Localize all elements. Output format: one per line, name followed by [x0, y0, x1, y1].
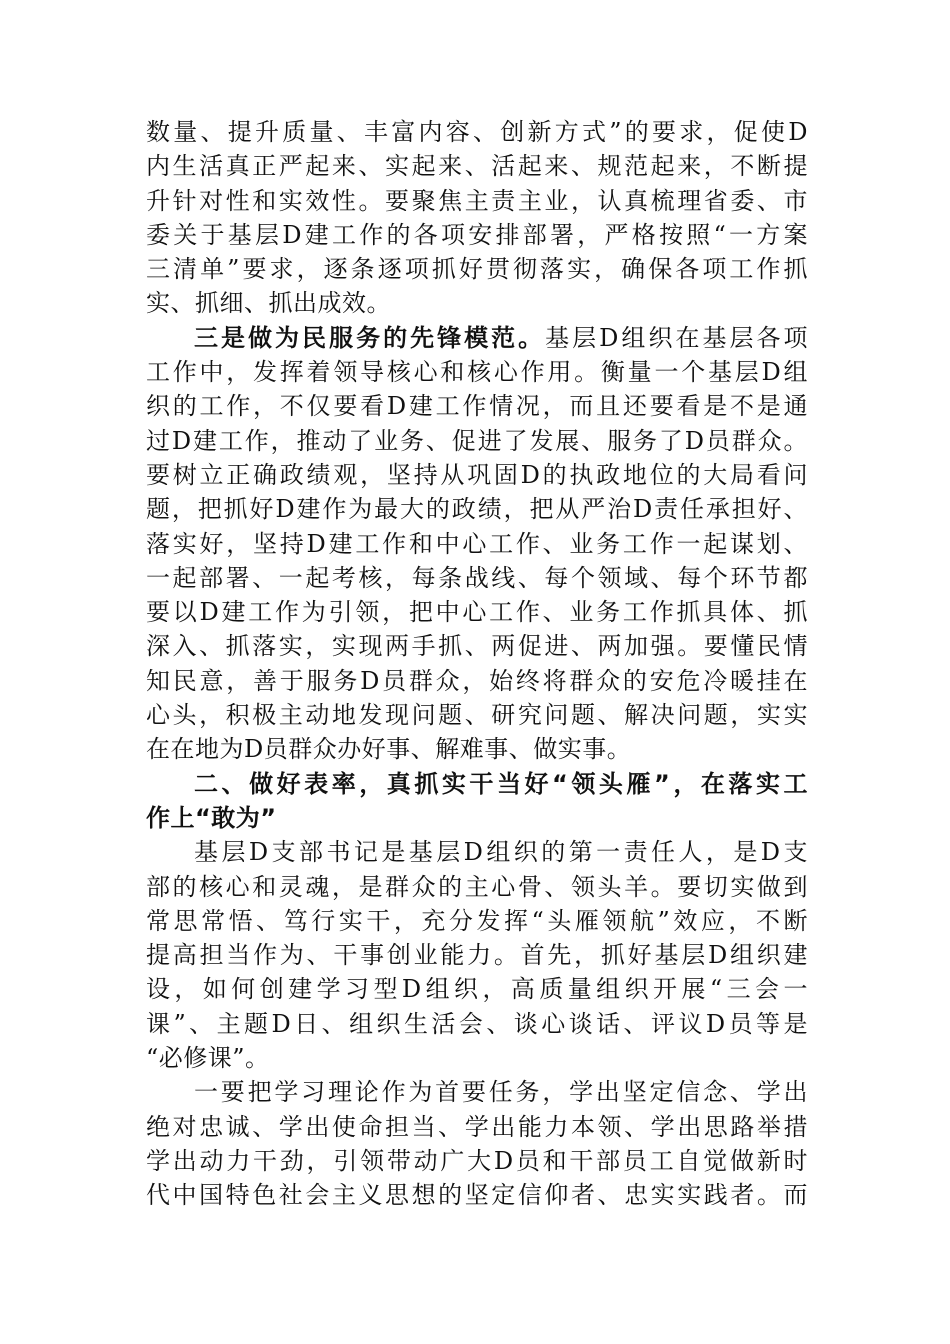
text-line — [146, 1110, 808, 1144]
text-line — [146, 184, 808, 218]
line-text: 心头，积极主动地发现问题、研究问题、解决问题，实实 — [146, 701, 808, 730]
text-line — [146, 595, 808, 629]
text-line — [146, 1144, 808, 1178]
text-line — [146, 355, 808, 389]
line-text: 工作中，发挥着领导核心和核心作用。衡量一个基层D组 — [146, 358, 808, 387]
line-text: 落实好，坚持D建工作和中心工作、业务工作一起谋划、 — [146, 529, 808, 558]
line-text: 绝对忠诚、学出使命担当、学出能力本领、学出思路举措 — [146, 1112, 808, 1141]
line-text: 学出动力干劲，引领带动广大D员和干部员工自觉做新时 — [146, 1146, 808, 1175]
text-line — [146, 458, 808, 492]
text-line — [146, 835, 808, 869]
document-body — [146, 115, 808, 1213]
line-text: 数量、提升质量、丰富内容、创新方式”的要求，促使D — [146, 118, 808, 146]
text-line — [146, 389, 808, 423]
line-text: 过D建工作，推动了业务、促进了发展、服务了D员群众。 — [146, 426, 808, 455]
text-line — [146, 698, 808, 732]
section-heading: 作上“敢为” — [146, 803, 277, 832]
line-text: 课”、主题D日、组织生活会、谈心谈话、评议D员等是 — [146, 1009, 808, 1038]
line-text: 一要把学习理论作为首要任务，学出坚定信念、学出 — [194, 1078, 808, 1107]
text-line — [146, 492, 808, 526]
line-text: 常思常悟、笃行实干，充分发挥“头雁领航”效应，不断 — [146, 906, 808, 935]
line-text: 实、抓细、抓出成效。 — [146, 289, 391, 318]
text-line — [146, 115, 808, 149]
text-line — [146, 527, 808, 561]
text-line — [146, 1007, 808, 1041]
line-text: 织的工作，不仅要看D建工作情况，而且还要看是不是通 — [146, 392, 808, 421]
line-text: 要以D建工作为引领，把中心工作、业务工作抓具体、抓 — [146, 598, 808, 627]
text-line — [146, 561, 808, 595]
line-text: 升针对性和实效性。要聚焦主责主业，认真梳理省委、市 — [146, 186, 808, 215]
line-text: 基层D组织在基层各项 — [545, 323, 809, 352]
line-text: 要树立正确政绩观，坚持从巩固D的执政地位的大局看问 — [146, 460, 808, 489]
line-text: “必修课”。 — [146, 1044, 270, 1073]
line-text: 三清单”要求，逐条逐项抓好贯彻落实，确保各项工作抓 — [146, 255, 808, 284]
text-line — [146, 938, 808, 972]
text-line — [146, 286, 808, 320]
text-line — [146, 801, 808, 835]
text-line — [146, 629, 808, 663]
text-line — [146, 424, 808, 458]
text-line — [146, 252, 808, 286]
line-text: 基层D支部书记是基层D组织的第一责任人，是D支 — [194, 838, 808, 867]
line-text: 设，如何创建学习型D组织，高质量组织开展“三会一 — [146, 975, 808, 1004]
line-text: 代中国特色社会主义思想的坚定信仰者、忠实实践者。而 — [146, 1181, 808, 1210]
text-line — [146, 149, 808, 183]
text-line — [146, 870, 808, 904]
line-text: 委关于基层D建工作的各项安排部署，严格按照“一方案 — [146, 220, 808, 249]
text-line — [146, 732, 808, 766]
line-text: 部的核心和灵魂，是群众的主心骨、领头羊。要切实做到 — [146, 872, 808, 901]
text-line — [146, 972, 808, 1006]
text-line — [146, 218, 808, 252]
text-line — [146, 1178, 808, 1212]
text-line — [146, 1041, 808, 1075]
line-text: 知民意，善于服务D员群众，始终将群众的安危冷暖挂在 — [146, 666, 808, 695]
bold-lead-phrase: 三是做为民服务的先锋模范。 — [194, 322, 546, 352]
text-line — [146, 664, 808, 698]
text-line — [146, 321, 808, 355]
line-text: 题，把抓好D建作为最大的政绩，把从严治D责任承担好、 — [146, 495, 808, 524]
section-heading: 二、做好表率，真抓实干当好“领头雁”，在落实工 — [194, 769, 808, 798]
text-line — [146, 1075, 808, 1109]
text-line — [146, 904, 808, 938]
line-text: 提高担当作为、干事创业能力。首先，抓好基层D组织建 — [146, 941, 808, 970]
line-text: 深入、抓落实，实现两手抓、两促进、两加强。要懂民情 — [146, 632, 808, 661]
line-text: 在在地为D员群众办好事、解难事、做实事。 — [146, 735, 632, 764]
line-text: 一起部署、一起考核，每条战线、每个领域、每个环节都 — [146, 563, 808, 592]
text-line — [146, 767, 808, 801]
line-text: 内生活真正严起来、实起来、活起来、规范起来，不断提 — [146, 152, 808, 181]
